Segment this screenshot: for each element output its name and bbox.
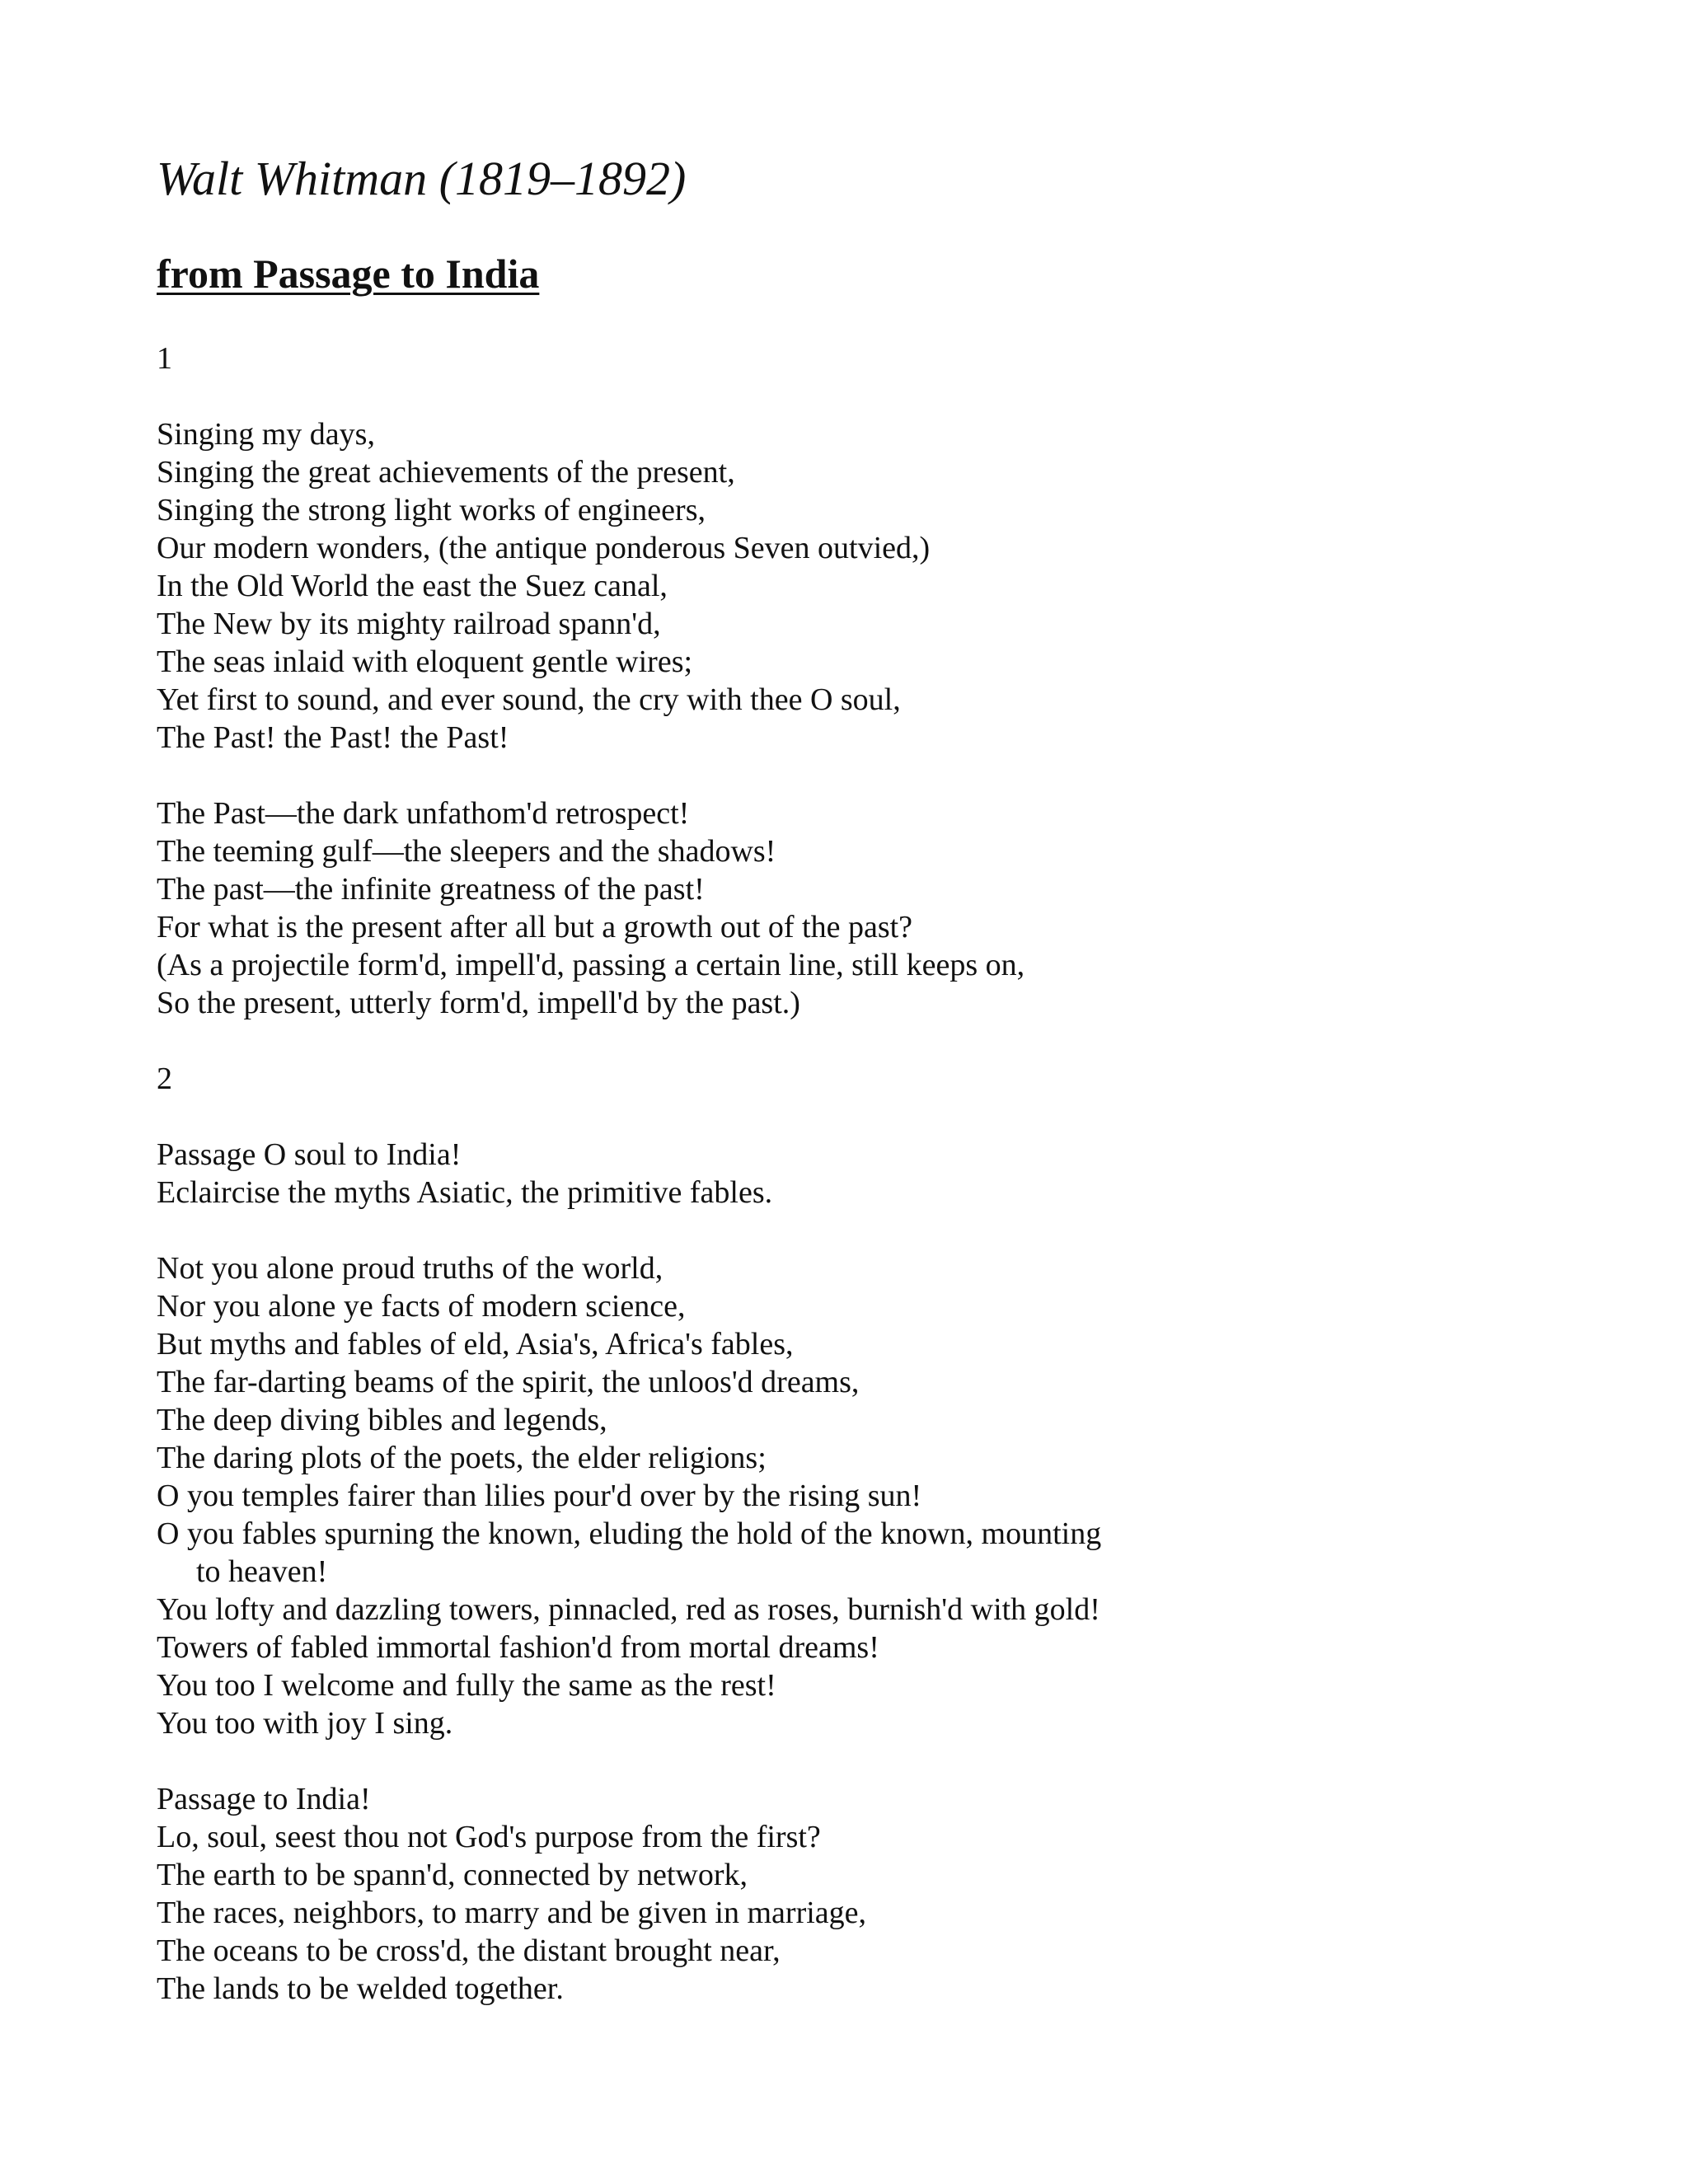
poem-line: Singing the great achievements of the present, — [157, 455, 735, 490]
poem-line: The lands to be welded together. — [157, 1971, 564, 2006]
poem-line: Passage O soul to India! — [157, 1137, 462, 1172]
stanza — [157, 794, 1101, 1022]
stanza — [157, 1780, 1101, 2008]
poem-line: You too with joy I sing. — [157, 1706, 453, 1741]
spacer — [157, 757, 1101, 794]
poem-line: So the present, utterly form'd, impell'd by the past.) — [157, 986, 800, 1020]
poem-line: (As a projectile form'd, impell'd, passing a certain line, still keeps on, — [157, 948, 1025, 982]
stanza — [157, 1136, 1101, 1212]
poem-line: The New by its mighty railroad spann'd, — [157, 607, 661, 641]
poem-line: The far-darting beams of the spirit, the unloos'd dreams, — [157, 1365, 860, 1399]
poem-line: Singing the strong light works of engineers, — [157, 493, 706, 527]
poem-line: Passage to India! — [157, 1782, 371, 1816]
poem-line: O you fables spurning the known, eluding the hold of the known, mounting — [157, 1516, 1102, 1551]
poem-line: In the Old World the east the Suez canal, — [157, 569, 668, 603]
spacer — [157, 1022, 1101, 1060]
poem-line: The earth to be spann'd, connected by network, — [157, 1858, 748, 1892]
spacer — [157, 1742, 1101, 1780]
poem-line: Towers of fabled immortal fashion'd from mortal dreams! — [157, 1630, 879, 1665]
poem-line: Lo, soul, seest thou not God's purpose from the first? — [157, 1820, 821, 1854]
poem-body — [157, 340, 1101, 2008]
stanza — [157, 415, 1101, 757]
spacer — [157, 377, 1101, 415]
poem-title: from Passage to India — [157, 251, 540, 297]
poem-line: You lofty and dazzling towers, pinnacled, red as roses, burnish'd with gold! — [157, 1592, 1100, 1627]
section-number: 1 — [157, 341, 172, 376]
poem-line: The daring plots of the poets, the elder religions; — [157, 1441, 767, 1475]
poem-line: Eclaircise the myths Asiatic, the primitive fables. — [157, 1175, 773, 1210]
poem-line: The past—the infinite greatness of the past! — [157, 872, 705, 907]
poem-line: The seas inlaid with eloquent gentle wires; — [157, 644, 693, 679]
poem-line: Yet first to sound, and ever sound, the cry with thee O soul, — [157, 682, 901, 717]
section-number: 2 — [157, 1062, 172, 1096]
poem-line: But myths and fables of eld, Asia's, Africa's fables, — [157, 1327, 794, 1361]
poem-line: The races, neighbors, to marry and be given in marriage, — [157, 1896, 867, 1930]
poem-line: For what is the present after all but a growth out of the past? — [157, 910, 913, 944]
poem-line: The deep diving bibles and legends, — [157, 1403, 607, 1437]
poem-line: Our modern wonders, (the antique ponderous Seven outvied,) — [157, 531, 931, 565]
poem-line: Not you alone proud truths of the world, — [157, 1251, 663, 1286]
poem-line: The Past—the dark unfathom'd retrospect! — [157, 796, 690, 831]
poem-line: O you temples fairer than lilies pour'd over by the rising sun! — [157, 1479, 922, 1513]
poem-line: The teeming gulf—the sleepers and the shadows! — [157, 834, 776, 869]
spacer — [157, 1098, 1101, 1136]
poem-line: The Past! the Past! the Past! — [157, 720, 509, 755]
poem-line: You too I welcome and fully the same as the rest! — [157, 1668, 776, 1703]
poem-line: The oceans to be cross'd, the distant brought near, — [157, 1933, 781, 1968]
poem-line: Nor you alone ye facts of modern science, — [157, 1289, 686, 1324]
poem-line: Singing my days, — [157, 417, 375, 452]
author-heading: Walt Whitman (1819–1892) — [157, 152, 687, 205]
stanza — [157, 1249, 1101, 1742]
spacer — [157, 1212, 1101, 1249]
poem-line-continuation: to heaven! — [196, 1554, 328, 1589]
